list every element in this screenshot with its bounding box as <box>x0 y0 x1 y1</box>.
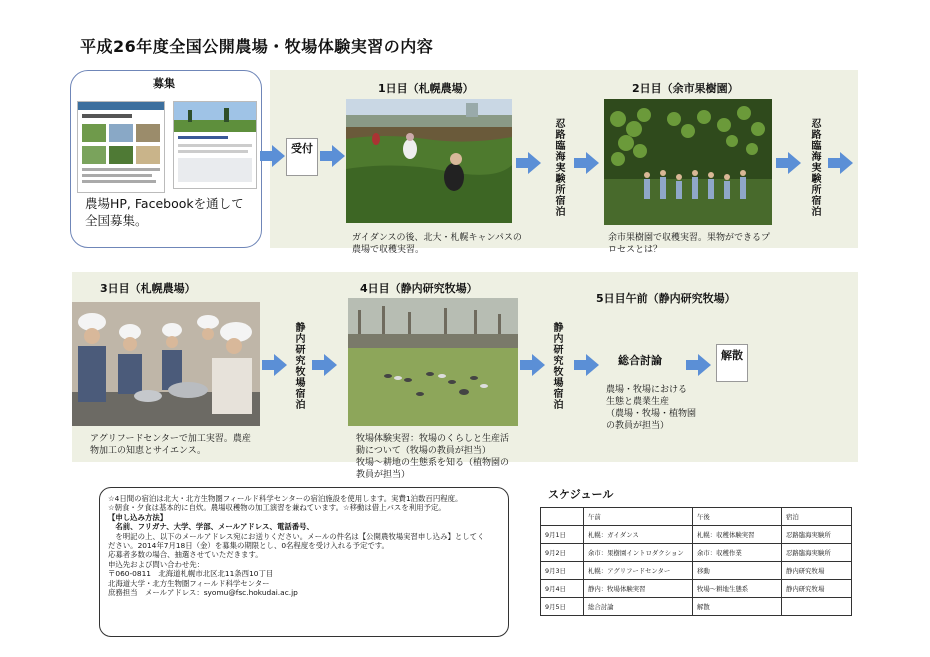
day5-caption-line: （農場・牧場・植物園 <box>606 409 697 419</box>
day5-caption-line: の教員が担当） <box>606 421 670 431</box>
notice-line: 北海道大学・北方生物圏フィールド科学センター <box>108 578 270 588</box>
notice-line: を明記の上、以下のメールアドレス宛にお送りください。メールの件名は【公開農牧場実習申し込み】としてく <box>108 531 485 541</box>
table-cell: 忍路臨海実験所 <box>782 544 852 562</box>
day4-caption-line: 動について（牧場の教員が担当） <box>356 446 491 456</box>
notice-line: 申込先および問い合わせ先： <box>108 559 205 569</box>
table-cell <box>541 508 584 526</box>
flow-arrow-icon <box>516 150 542 176</box>
flow-arrow-icon <box>312 352 338 378</box>
page-title: 平成26年度全国公開農場・牧場体験実習の内容 <box>80 37 434 56</box>
day3-caption: アグリフードセンターで加工実習。農産物加工の知恵とサイエンス。 <box>90 434 251 456</box>
day4-caption-line: 牧場～耕地の生態系を知る（植物園の <box>356 458 510 468</box>
day2-header: 2日目（余市果樹園） <box>632 82 739 95</box>
table-cell: 静内：牧場体験実習 <box>584 580 693 598</box>
table-row <box>541 526 852 544</box>
flow-arrow-icon <box>520 352 546 378</box>
recruit-header: 募集 <box>153 77 175 90</box>
schedule-title: スケジュール <box>548 488 614 501</box>
day2-orchard-photo <box>604 99 772 225</box>
overnight-shizunai-2: 静内研究牧場宿泊 <box>551 322 562 410</box>
day4-header: 4日目（静内研究牧場） <box>360 282 478 295</box>
flow-arrow-icon <box>828 150 854 176</box>
day5-caption-line: 農場・牧場における <box>606 385 688 395</box>
recruit-panel <box>70 70 262 248</box>
table-cell: 総合討論 <box>584 598 693 616</box>
day4-caption-line: 教員が担当） <box>356 470 411 480</box>
table-cell: 余市：収穫作業 <box>693 544 782 562</box>
day1-caption: ガイダンスの後、北大・札幌キャンパスの農場で収穫実習。 <box>352 233 522 255</box>
table-cell: 忍路臨海実験所 <box>782 526 852 544</box>
table-cell: 札幌：収穫体験実習 <box>693 526 782 544</box>
table-cell: 9月3日 <box>541 562 584 580</box>
dismissal-box: 解散 <box>716 344 748 382</box>
day3-header: 3日目（札幌農場） <box>100 282 196 295</box>
flow-arrow-icon <box>260 143 286 169</box>
table-cell: 9月5日 <box>541 598 584 616</box>
overnight-shizunai-1: 静内研究牧場宿泊 <box>293 322 304 410</box>
day3-processing-photo <box>72 302 260 426</box>
table-row <box>541 562 852 580</box>
notice-line: ☆朝食・夕食は基本的に自炊。農場収穫物の加工演習を兼ねています。☆移動は借上バスを利用予定。 <box>108 503 446 513</box>
day4-ranch-photo <box>348 298 518 426</box>
day4-caption-line: 牧場体験実習：牧場のくらしと生産活 <box>356 434 510 444</box>
overnight-oshoro-1: 忍路臨海実験所宿泊 <box>553 118 564 217</box>
notice-line: ださい。2014年7月18日（金）を募集の期限とし、0名程度を受け入れる予定です。 <box>108 541 389 551</box>
flow-arrow-icon <box>574 352 600 378</box>
table-cell: 9月4日 <box>541 580 584 598</box>
day5-header: 5日目午前（静内研究牧場） <box>596 292 736 305</box>
table-row <box>541 580 852 598</box>
table-cell: 移動 <box>693 562 782 580</box>
flow-arrow-icon <box>262 352 288 378</box>
table-row <box>541 598 852 616</box>
recruit-caption: 農場HP, Facebookを通して全国募集。 <box>85 196 244 228</box>
overnight-oshoro-2: 忍路臨海実験所宿泊 <box>809 118 820 217</box>
table-cell <box>782 598 852 616</box>
flow-arrow-icon <box>320 143 346 169</box>
table-cell: 静内研究牧場 <box>782 580 852 598</box>
notice-line: 応募者多数の場合、抽選させていただきます。 <box>108 550 263 560</box>
flow-arrow-icon <box>686 352 712 378</box>
day2-caption: 余市果樹園で収穫実習。果物ができるプロセスとは？ <box>608 233 771 255</box>
notice-line: ☆4日間の宿泊は北大・北方生物圏フィールド科学センターの宿泊施設を使用します。実費1泊数百円程度。 <box>108 494 463 503</box>
table-cell: 札幌：アグリフードセンター <box>584 562 693 580</box>
facebook-page-screenshot <box>173 101 257 189</box>
discussion-label: 総合討論 <box>618 354 662 367</box>
farm-website-screenshot <box>77 101 165 193</box>
table-cell: 静内研究牧場 <box>782 562 852 580</box>
day1-header: 1日目（札幌農場） <box>378 82 474 95</box>
table-cell: 解散 <box>693 598 782 616</box>
notice-line: 〒060-0811 北海道札幌市北区北11条西10丁目 <box>108 569 274 579</box>
day5-caption <box>606 384 726 432</box>
table-cell: 札幌：ガイダンス <box>584 526 693 544</box>
reception-box: 受付 <box>286 138 318 176</box>
table-cell: 余市：果樹園イントロダクション <box>584 544 693 562</box>
notice-line: 【申し込み方法】 <box>108 512 168 522</box>
table-cell: 宿泊 <box>782 508 852 526</box>
flow-arrow-icon <box>776 150 802 176</box>
table-cell: 9月2日 <box>541 544 584 562</box>
table-row <box>541 544 852 562</box>
table-cell: 9月1日 <box>541 526 584 544</box>
schedule-table <box>540 507 852 616</box>
table-cell: 午後 <box>693 508 782 526</box>
application-notice <box>99 487 509 637</box>
table-row <box>541 508 852 526</box>
day4-caption <box>356 433 526 481</box>
day5-caption-line: 生態と農業生産 <box>606 397 670 407</box>
notice-line: 名前、フリガナ、大学、学部、メールアドレス、電話番号、 <box>108 522 314 532</box>
table-cell: 午前 <box>584 508 693 526</box>
flow-arrow-icon <box>574 150 600 176</box>
day1-harvest-photo <box>346 99 512 223</box>
table-cell: 牧場～耕地生態系 <box>693 580 782 598</box>
notice-line: 庶務担当 メールアドレス：syomu@fsc.hokudai.ac.jp <box>108 588 298 598</box>
